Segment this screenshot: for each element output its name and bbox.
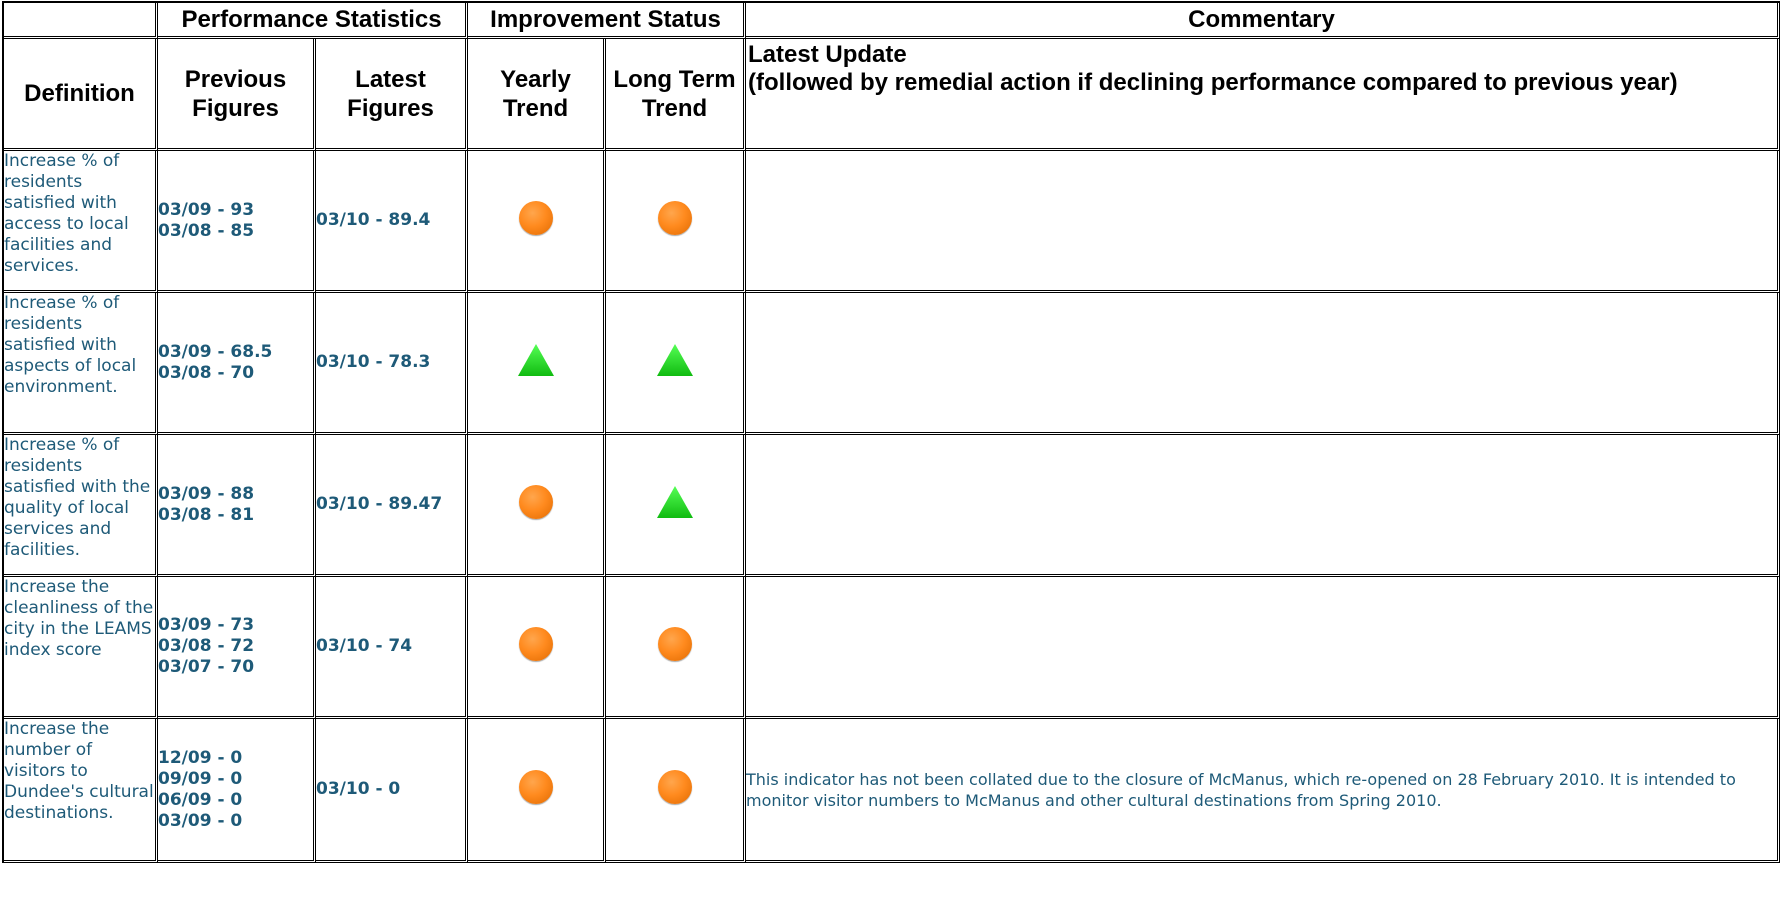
definition-cell: Increase the cleanliness of the city in the LEAMS index score bbox=[4, 577, 158, 719]
commentary-cell: This indicator has not been collated due to the closure of McManus, which re-opened on 28 February 2010. It is intended to monitor visitor numbers to McManus and other cultural destinations from Spring 2010. bbox=[746, 719, 1780, 863]
performance-table bbox=[2, 1, 1780, 863]
col-header-yearly-line1: Yearly bbox=[500, 65, 571, 93]
yearly-trend-cell bbox=[468, 577, 606, 719]
col-header-latest-update-title: Latest Update bbox=[748, 41, 907, 68]
orange-circle-icon bbox=[658, 627, 692, 661]
definition-cell: Increase % of residents satisfied with aspects of local environment. bbox=[4, 293, 158, 435]
previous-figure: 03/09 - 0 bbox=[158, 810, 243, 831]
orange-circle-icon bbox=[519, 485, 553, 519]
col-header-previous-figures bbox=[158, 39, 316, 151]
orange-circle-icon bbox=[519, 627, 553, 661]
col-header-latest-update-note: (followed by remedial action if declining performance compared to previous year) bbox=[748, 69, 1678, 96]
yearly-trend-cell bbox=[468, 719, 606, 863]
yearly-trend-cell bbox=[468, 151, 606, 293]
yearly-trend-cell bbox=[468, 435, 606, 577]
col-header-long-term-trend bbox=[606, 39, 746, 151]
table-row bbox=[4, 577, 1780, 719]
col-header-longterm-line2: Trend bbox=[641, 94, 708, 122]
header-blank-cell bbox=[4, 3, 158, 39]
col-header-latest-line1: Latest bbox=[355, 65, 426, 93]
previous-figure: 03/08 - 81 bbox=[158, 504, 255, 525]
latest-figures-cell: 03/10 - 0 bbox=[316, 719, 468, 863]
table-row bbox=[4, 435, 1780, 577]
commentary-cell bbox=[746, 293, 1780, 435]
previous-figures-cell bbox=[158, 719, 316, 863]
definition-cell: Increase % of residents satisfied with the quality of local services and facilities. bbox=[4, 435, 158, 577]
long-term-trend-cell bbox=[606, 151, 746, 293]
previous-figure: 03/09 - 93 bbox=[158, 199, 255, 220]
definition-cell: Increase % of residents satisfied with access to local facilities and services. bbox=[4, 151, 158, 293]
table-row bbox=[4, 151, 1780, 293]
previous-figure: 12/09 - 0 bbox=[158, 747, 243, 768]
latest-figures-cell: 03/10 - 89.4 bbox=[316, 151, 468, 293]
commentary-cell bbox=[746, 577, 1780, 719]
latest-figures-cell: 03/10 - 89.47 bbox=[316, 435, 468, 577]
previous-figure: 03/08 - 72 bbox=[158, 636, 255, 656]
previous-figure: 03/07 - 70 bbox=[158, 657, 255, 677]
col-header-longterm-line1: Long Term bbox=[613, 65, 736, 93]
orange-circle-icon bbox=[658, 201, 692, 235]
commentary-cell bbox=[746, 435, 1780, 577]
green-triangle-up-icon bbox=[656, 485, 694, 519]
col-header-previous-line2: Figures bbox=[192, 94, 279, 122]
long-term-trend-cell bbox=[606, 577, 746, 719]
previous-figures-cell bbox=[158, 151, 316, 293]
col-header-yearly-trend bbox=[468, 39, 606, 151]
previous-figures-cell bbox=[158, 577, 316, 719]
header-commentary: Commentary bbox=[746, 3, 1780, 39]
green-triangle-up-icon bbox=[517, 343, 555, 377]
long-term-trend-cell bbox=[606, 719, 746, 863]
previous-figure: 03/09 - 73 bbox=[158, 615, 255, 635]
col-header-latest-line2: Figures bbox=[347, 94, 434, 122]
previous-figure: 03/08 - 85 bbox=[158, 220, 255, 241]
header-improvement-status: Improvement Status bbox=[468, 3, 746, 39]
col-header-previous-line1: Previous bbox=[184, 65, 287, 93]
table-row bbox=[4, 719, 1780, 863]
previous-figures-cell bbox=[158, 435, 316, 577]
latest-figures-cell: 03/10 - 78.3 bbox=[316, 293, 468, 435]
previous-figure: 06/09 - 0 bbox=[158, 789, 243, 810]
previous-figure: 09/09 - 0 bbox=[158, 768, 243, 789]
yearly-trend-cell bbox=[468, 293, 606, 435]
col-header-definition: Definition bbox=[4, 39, 158, 151]
previous-figure: 03/09 - 88 bbox=[158, 483, 255, 504]
table-body bbox=[4, 151, 1780, 863]
commentary-cell bbox=[746, 151, 1780, 293]
header-performance-statistics: Performance Statistics bbox=[158, 3, 468, 39]
orange-circle-icon bbox=[519, 201, 553, 235]
green-triangle-up-icon bbox=[656, 343, 694, 377]
orange-circle-icon bbox=[519, 770, 553, 804]
orange-circle-icon bbox=[658, 770, 692, 804]
previous-figure: 03/08 - 70 bbox=[158, 362, 255, 383]
col-header-latest-figures bbox=[316, 39, 468, 151]
long-term-trend-cell bbox=[606, 435, 746, 577]
latest-figures-cell: 03/10 - 74 bbox=[316, 577, 468, 719]
previous-figure: 03/09 - 68.5 bbox=[158, 341, 273, 362]
long-term-trend-cell bbox=[606, 293, 746, 435]
col-header-yearly-line2: Trend bbox=[502, 94, 569, 122]
definition-cell: Increase the number of visitors to Dundee's cultural destinations. bbox=[4, 719, 158, 863]
col-header-latest-update bbox=[746, 39, 1780, 151]
table-row bbox=[4, 293, 1780, 435]
previous-figures-cell bbox=[158, 293, 316, 435]
